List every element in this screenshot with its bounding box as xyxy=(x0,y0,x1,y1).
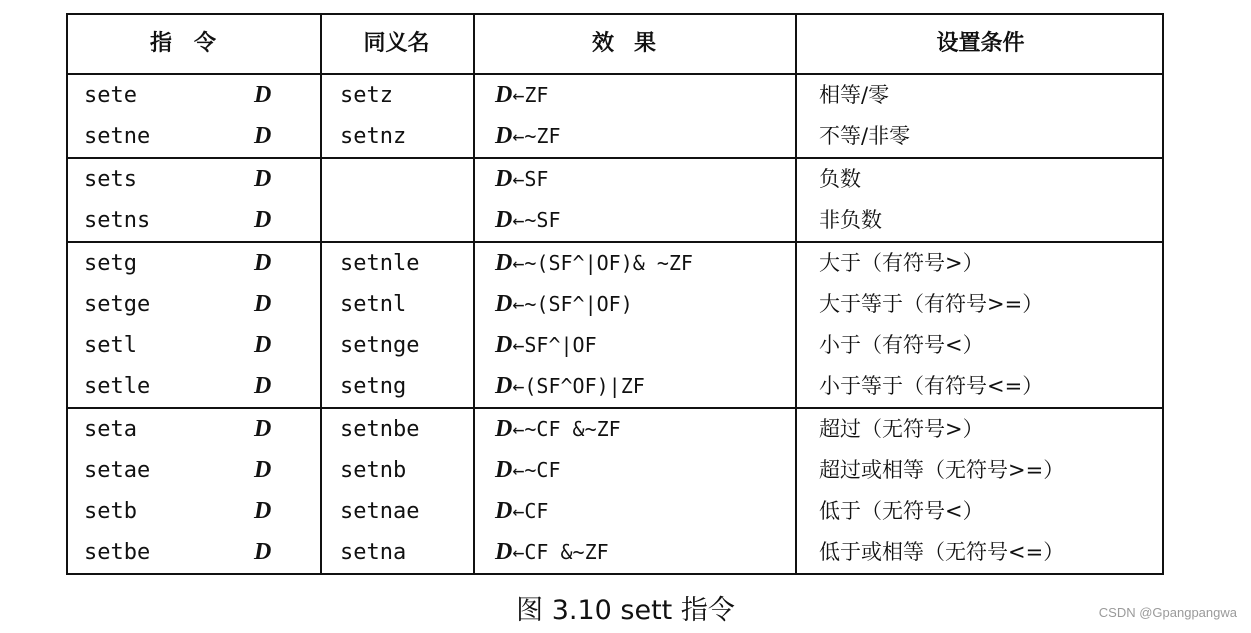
effect-destination: D xyxy=(495,498,513,524)
header-effect: 效果 xyxy=(591,31,676,56)
effect-expression: ←~ZF xyxy=(512,124,561,148)
condition-cell: 超过（无符号>） xyxy=(819,417,984,441)
effect-expression: ←CF &~ZF xyxy=(512,540,609,564)
row-group xyxy=(68,407,1162,573)
condition-cell: 超过或相等（无符号>=） xyxy=(819,458,1065,482)
header-instruction: 指令 xyxy=(149,31,238,56)
effect-cell xyxy=(495,243,693,284)
operand-cell: D xyxy=(254,291,272,317)
condition-cell: 低于（无符号<） xyxy=(819,499,984,523)
instruction-cell: setl xyxy=(84,333,137,358)
table-row xyxy=(68,366,1162,407)
effect-cell xyxy=(495,409,621,450)
effect-expression: ←SF xyxy=(512,167,549,191)
table-row xyxy=(68,532,1162,573)
effect-cell xyxy=(495,491,548,532)
effect-destination: D xyxy=(495,250,513,276)
instruction-cell: sete xyxy=(84,83,137,108)
effect-destination: D xyxy=(495,207,513,233)
effect-cell xyxy=(495,325,597,366)
condition-cell: 不等/非零 xyxy=(819,124,911,148)
table-row xyxy=(68,75,1162,116)
instruction-cell: setae xyxy=(84,458,151,483)
effect-destination: D xyxy=(495,416,513,442)
effect-expression: ←SF^|OF xyxy=(512,333,597,357)
operand-cell: D xyxy=(254,250,272,276)
effect-expression: ←~(SF^|OF)& ~ZF xyxy=(512,251,693,275)
effect-expression: ←(SF^OF)|ZF xyxy=(512,374,645,398)
operand-cell: D xyxy=(254,332,272,358)
operand-cell: D xyxy=(254,82,272,108)
effect-destination: D xyxy=(495,166,513,192)
operand-cell: D xyxy=(254,498,272,524)
effect-expression: ←~SF xyxy=(512,208,561,232)
column-divider xyxy=(473,15,475,573)
effect-cell xyxy=(495,284,633,325)
watermark-credit: CSDN @Gpangpangwa xyxy=(1098,605,1237,620)
column-divider xyxy=(795,15,797,573)
operand-cell: D xyxy=(254,123,272,149)
effect-destination: D xyxy=(495,332,513,358)
instruction-cell: setle xyxy=(84,374,151,399)
condition-cell: 大于等于（有符号>=） xyxy=(819,292,1044,316)
operand-cell: D xyxy=(254,166,272,192)
effect-expression: ←~CF xyxy=(512,458,561,482)
table-row xyxy=(68,243,1162,284)
condition-cell: 负数 xyxy=(819,167,861,191)
effect-expression: ←ZF xyxy=(512,83,549,107)
condition-cell: 非负数 xyxy=(819,208,882,232)
synonym-cell: setnae xyxy=(340,499,420,524)
row-group xyxy=(68,157,1162,241)
effect-expression: ←~(SF^|OF) xyxy=(512,292,633,316)
row-group xyxy=(68,75,1162,157)
synonym-cell: setnz xyxy=(340,124,407,149)
table-header-row xyxy=(68,15,1162,75)
effect-destination: D xyxy=(495,457,513,483)
instruction-cell: setg xyxy=(84,251,137,276)
sett-instructions-table xyxy=(66,13,1164,575)
header-condition: 设置条件 xyxy=(936,31,1025,56)
table-row xyxy=(68,409,1162,450)
instruction-cell: sets xyxy=(84,167,137,192)
effect-expression: ←CF xyxy=(512,499,549,523)
synonym-cell: setng xyxy=(340,374,407,399)
table-row xyxy=(68,325,1162,366)
instruction-cell: setns xyxy=(84,208,151,233)
condition-cell: 相等/零 xyxy=(819,83,890,107)
figure-caption: 图 3.10 sett 指令 xyxy=(516,595,735,626)
table-row xyxy=(68,284,1162,325)
table-row xyxy=(68,116,1162,157)
condition-cell: 低于或相等（无符号<=） xyxy=(819,540,1065,564)
instruction-cell: setbe xyxy=(84,540,151,565)
effect-destination: D xyxy=(495,123,513,149)
condition-cell: 大于（有符号>） xyxy=(819,251,984,275)
synonym-cell: setnb xyxy=(340,458,407,483)
operand-cell: D xyxy=(254,207,272,233)
effect-destination: D xyxy=(495,82,513,108)
header-synonym: 同义名 xyxy=(363,31,430,56)
condition-cell: 小于（有符号<） xyxy=(819,333,984,357)
effect-cell xyxy=(495,450,561,491)
synonym-cell: setnle xyxy=(340,251,420,276)
effect-destination: D xyxy=(495,539,513,565)
instruction-cell: seta xyxy=(84,417,137,442)
table-row xyxy=(68,450,1162,491)
synonym-cell: setna xyxy=(340,540,407,565)
operand-cell: D xyxy=(254,416,272,442)
synonym-cell: setnbe xyxy=(340,417,420,442)
operand-cell: D xyxy=(254,373,272,399)
table-row xyxy=(68,491,1162,532)
instruction-cell: setb xyxy=(84,499,137,524)
effect-destination: D xyxy=(495,373,513,399)
table-row xyxy=(68,159,1162,200)
effect-cell xyxy=(495,532,609,573)
instruction-cell: setge xyxy=(84,292,151,317)
column-divider xyxy=(320,15,322,573)
instruction-cell: setne xyxy=(84,124,151,149)
operand-cell: D xyxy=(254,539,272,565)
effect-cell xyxy=(495,366,645,407)
condition-cell: 小于等于（有符号<=） xyxy=(819,374,1044,398)
table-row xyxy=(68,200,1162,241)
synonym-cell: setnge xyxy=(340,333,420,358)
effect-cell xyxy=(495,116,561,157)
effect-cell xyxy=(495,200,561,241)
effect-cell xyxy=(495,159,548,200)
synonym-cell: setz xyxy=(340,83,393,108)
effect-expression: ←~CF &~ZF xyxy=(512,417,621,441)
operand-cell: D xyxy=(254,457,272,483)
synonym-cell: setnl xyxy=(340,292,407,317)
effect-cell xyxy=(495,75,548,116)
effect-destination: D xyxy=(495,291,513,317)
row-group xyxy=(68,241,1162,407)
